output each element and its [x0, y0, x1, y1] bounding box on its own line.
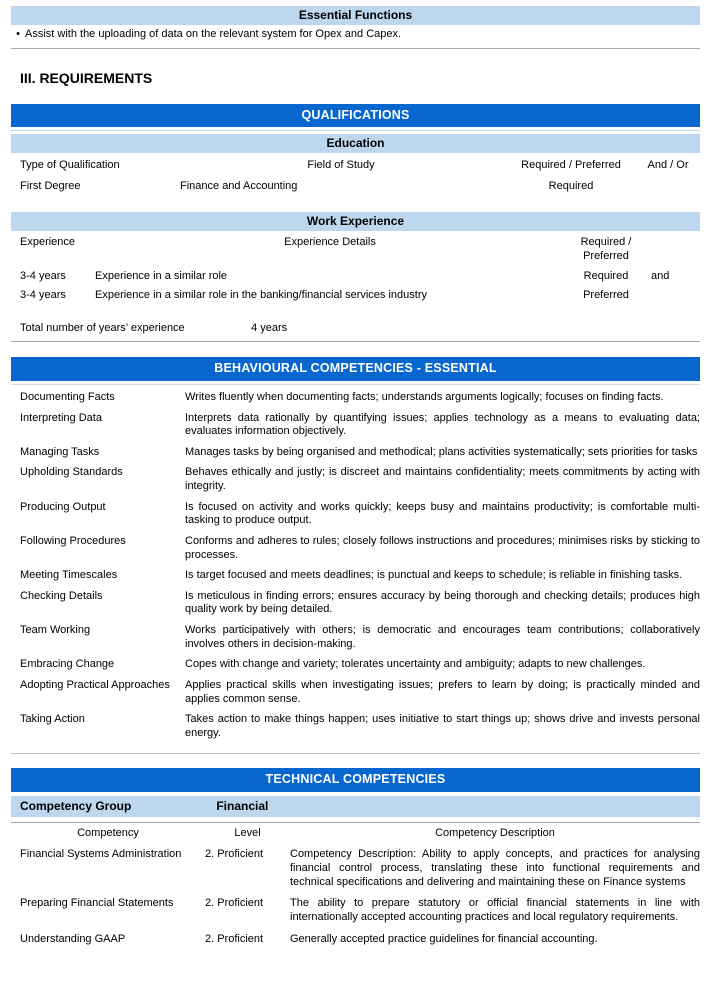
- qualifications-banner: QUALIFICATIONS: [11, 104, 700, 128]
- education-col-required: Required / Preferred: [521, 159, 621, 172]
- required-preferred-value: Required: [583, 269, 629, 282]
- education-col-type: Type of Qualification: [20, 159, 120, 172]
- competency-description: Is focused on activity and works quickly; keeps busy and maintains productivity; is comfortable multi-tasking to produce output.: [185, 500, 700, 527]
- technical-header-row: [11, 827, 700, 841]
- behavioural-competencies-banner: BEHAVIOURAL COMPETENCIES - ESSENTIAL: [11, 357, 700, 381]
- competency-name: Interpreting Data: [20, 411, 102, 424]
- divider-blue: [11, 130, 700, 131]
- competency-description: Applies practical skills when investigating issues; prefers to learn by doing; is practically minded and applies common sense.: [185, 678, 700, 705]
- competency-row: [11, 535, 700, 562]
- required-preferred-value: Required: [548, 179, 594, 192]
- competency-description: Behaves ethically and justly; is discreet and maintains confidentiality; meets commitments by acting with integrity.: [185, 466, 700, 493]
- competency-row: [11, 446, 700, 460]
- competency-description: Copes with change and variety; tolerates uncertainty and ambiguity; adapts to new challenges.: [185, 658, 646, 671]
- total-experience-label: Total number of years’ experience: [20, 321, 185, 334]
- work-experience-row: [11, 289, 700, 303]
- technical-competency-description: The ability to prepare statutory or official financial statements in line with internationally accepted accounting practices and local regulatory requirements.: [290, 897, 700, 923]
- competency-name: Checking Details: [20, 589, 103, 602]
- competency-description: Is target focused and meets deadlines; is punctual and keeps to schedule; is reliable in finishing tasks.: [185, 569, 683, 582]
- technical-competency-level: 2. Proficient: [205, 932, 264, 945]
- andor-value: [647, 289, 700, 303]
- technical-competency-row: [11, 848, 700, 889]
- experience-years: 3-4 years: [20, 289, 66, 302]
- technical-competency-name: Financial Systems Administration: [20, 848, 182, 861]
- technical-competency-level: 2. Proficient: [205, 897, 264, 910]
- experience-details: Experience in a similar role in the banking/financial services industry: [95, 289, 427, 302]
- competency-row: [11, 391, 700, 405]
- technical-competency-row: [11, 897, 700, 924]
- technical-competencies-banner: TECHNICAL COMPETENCIES: [11, 768, 700, 792]
- tech-col-competency: Competency: [77, 826, 139, 839]
- competency-name: Documenting Facts: [20, 390, 115, 403]
- competency-name: Adopting Practical Approaches: [20, 678, 170, 691]
- work-experience-row: [11, 270, 700, 284]
- technical-competency-description: Generally accepted practice guidelines for financial accounting.: [290, 932, 598, 945]
- competency-name: Taking Action: [20, 713, 85, 726]
- education-col-field: Field of Study: [307, 159, 375, 172]
- competency-name: Upholding Standards: [20, 466, 123, 479]
- competency-description: Manages tasks by being organised and methodical; plans activities systematically; sets priorities for tasks: [185, 445, 698, 458]
- qualification-type: First Degree: [20, 179, 81, 192]
- competency-description: Works participatively with others; is democratic and encourages team contributions; collaboratively involves others in decision-making.: [185, 624, 700, 650]
- competency-name: Producing Output: [20, 500, 106, 513]
- technical-competency-level: 2. Proficient: [205, 848, 264, 861]
- field-of-study: Finance and Accounting: [180, 179, 298, 192]
- education-banner: Education: [11, 134, 700, 153]
- competency-name: Embracing Change: [20, 658, 115, 671]
- competency-name: Meeting Timescales: [20, 569, 118, 582]
- we-col-experience: Experience: [20, 236, 76, 249]
- competency-row: [11, 412, 700, 439]
- education-col-andor: And / Or: [647, 159, 689, 172]
- we-col-andor: [647, 236, 700, 263]
- we-col-details: Experience Details: [284, 236, 376, 249]
- education-row: [11, 180, 700, 194]
- competency-name: Following Procedures: [20, 534, 126, 547]
- competency-name: Managing Tasks: [20, 445, 100, 458]
- experience-years: 3-4 years: [20, 269, 66, 282]
- competency-description: Takes action to make things happen; uses initiative to start things up; shows drive and invests personal energy.: [185, 713, 700, 739]
- competency-description: Conforms and adheres to rules; closely follows instructions and procedures; minimises risks by sticking to processes.: [185, 534, 700, 561]
- competency-group-row: [11, 796, 700, 817]
- technical-competency-name: Understanding GAAP: [20, 932, 126, 945]
- bullet-marker: •: [16, 27, 20, 40]
- competency-row: [11, 658, 700, 672]
- technical-competency-row: [11, 933, 700, 947]
- competency-group-value: Financial: [216, 798, 269, 813]
- required-preferred-value: Preferred: [583, 289, 629, 302]
- tech-col-level: Level: [234, 826, 261, 839]
- competency-name: Team Working: [20, 624, 91, 637]
- technical-competency-name: Preparing Financial Statements: [20, 897, 174, 910]
- competency-description: Interprets data rationally by quantifying issues; applies technology as a means to evaluating data; evaluates information objectively.: [185, 411, 700, 438]
- competency-row: [11, 501, 700, 528]
- total-experience-value: 4 years: [251, 321, 288, 334]
- andor-value: [636, 180, 700, 194]
- competency-row: [11, 713, 700, 740]
- experience-details: Experience in a similar role: [95, 269, 228, 282]
- tech-col-description: Competency Description: [435, 826, 555, 839]
- competency-row: [11, 466, 700, 493]
- we-col-required: Required / Preferred: [580, 236, 632, 262]
- technical-competency-description: Competency Description: Ability to apply concepts, and practices for analysing financial control process, translating these into functional requirements and technical specifications and delivering and maintaining these on Finance systems: [290, 848, 700, 888]
- essential-function-item: Assist with the uploading of data on the relevant system for Opex and Capex.: [25, 27, 402, 40]
- education-header-row: [11, 159, 700, 173]
- competency-description: Is meticulous in finding errors; ensures accuracy by being thorough and checking details; produces high quality work by being detailed.: [185, 589, 700, 616]
- competency-row: [11, 569, 700, 583]
- essential-functions-banner: Essential Functions: [11, 6, 700, 25]
- essential-functions-list: [11, 28, 700, 49]
- competency-group-label: Competency Group: [20, 798, 132, 813]
- competency-row: [11, 624, 700, 651]
- total-experience-row: [11, 322, 700, 343]
- andor-value: and: [651, 269, 670, 282]
- divider: [11, 384, 700, 385]
- work-experience-banner: Work Experience: [11, 212, 700, 231]
- requirements-heading: III. REQUIREMENTS: [20, 69, 153, 86]
- competency-description: Writes fluently when documenting facts; understands arguments logically; focuses on finding facts.: [185, 390, 664, 403]
- work-experience-header-row: [11, 236, 700, 263]
- behavioural-competencies-list: [11, 391, 700, 755]
- divider: [11, 822, 700, 823]
- competency-row: [11, 590, 700, 617]
- competency-row: [11, 679, 700, 706]
